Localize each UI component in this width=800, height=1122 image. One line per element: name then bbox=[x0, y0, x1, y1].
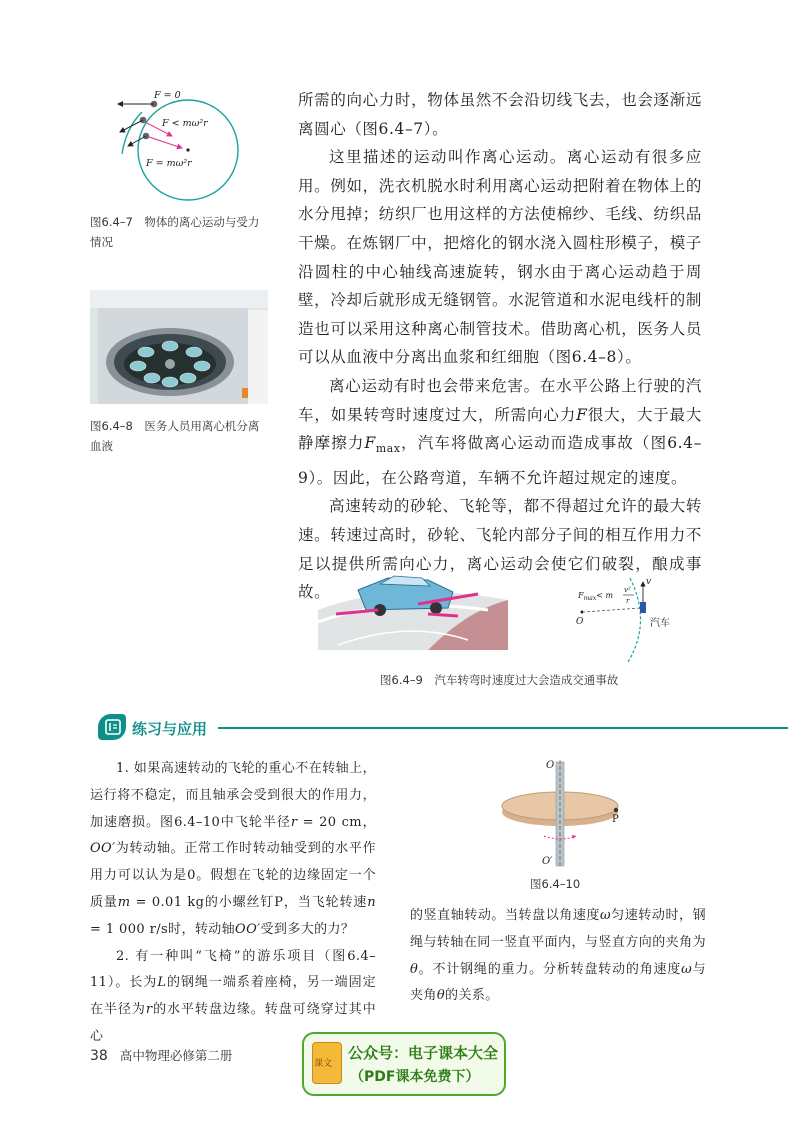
caption-fig-6-4-7: 图6.4–7 物体的离心运动与受力情况 bbox=[90, 215, 260, 249]
watermark-line2: （PDF课本免费下） bbox=[350, 1069, 480, 1085]
center-point bbox=[186, 148, 189, 151]
page-number: 38 bbox=[90, 1048, 108, 1064]
book-title: 高中物理必修第二册 bbox=[119, 1048, 233, 1063]
page-footer bbox=[90, 1046, 232, 1064]
notebook-icon bbox=[104, 718, 122, 736]
label-v: v bbox=[646, 577, 652, 587]
car-marker bbox=[640, 602, 646, 613]
centrifugal-path bbox=[122, 112, 142, 154]
caption-fig-6-4-8: 图6.4–8 医务人员用离心机分离血液 bbox=[90, 419, 260, 453]
figure-6-4-10-flywheel bbox=[490, 756, 640, 872]
label-feq: F = mω²r bbox=[146, 158, 192, 169]
watermark-badge: 课文 bbox=[314, 1059, 333, 1069]
label-o-top: O bbox=[546, 760, 555, 771]
screw-p bbox=[614, 808, 618, 812]
exercise-right-column bbox=[410, 903, 706, 1010]
main-body-text bbox=[298, 86, 702, 607]
paragraph-1: 所需的向心力时，物体虽然不会沿切线飞去，也会逐渐远离圆心（图6.4–7）。 bbox=[298, 91, 702, 138]
figure-6-4-9-diagram bbox=[568, 572, 688, 664]
tangent-arrow-2 bbox=[120, 120, 143, 132]
label-r: r bbox=[626, 597, 630, 605]
paragraph-3: 离心运动有时也会带来危害。在水平公路上行驶的汽车，如果转弯时速度过大，所需向心力F很大，大于最大静摩擦力$F_{max}$，汽车将做离心运动而造成事故（图6.4–9）。因此，在公路弯道，车辆不允许超过规定的速度。 bbox=[298, 376, 703, 487]
label-fmax: $F_{max}< m$ bbox=[578, 591, 614, 602]
tangent-arrow-3 bbox=[128, 136, 146, 146]
caption-fig-6-4-10: 图6.4–10 bbox=[530, 877, 581, 891]
section-title: 练习与应用 bbox=[132, 720, 208, 738]
watermark-banner bbox=[302, 1032, 506, 1096]
label-f0: F = 0 bbox=[154, 90, 181, 101]
label-v2: v² bbox=[624, 586, 631, 594]
label-flt: F < mω²r bbox=[162, 118, 208, 129]
paragraph-2: 这里描述的运动叫作离心运动。离心运动有很多应用。例如，洗衣机脱水时利用离心运动把附着在物体上的水分甩掉；纺织厂也用这样的方法使棉纱、毛线、纺织品干燥。在炼钢厂中，把熔化的钢水浇入圆柱形模子，模子沿圆柱的中心轴线高速旋转，钢水由于离心运动趋于周壁，冷却后就形成无缝钢管。水泥管道和水泥电线杆的制造也可以采用这种离心制管技术。借助离心机，医务人员可以从血液中分离出血浆和红细胞（图6.4–8）。 bbox=[298, 148, 702, 367]
caption-fig-6-4-9: 图6.4–9 汽车转弯时速度过大会造成交通事故 bbox=[380, 673, 619, 687]
exercise-2-part1: 2. 有一种叫“飞椅”的游乐项目（图6.4–11）。长为L的钢绳一端系着座椅，另一端固定在半径为r的水平转盘边缘。转盘可绕穿过其中心 bbox=[90, 948, 376, 1044]
figure-6-4-8-centrifuge-photo bbox=[90, 290, 268, 404]
exercise-2-part2: 的竖直轴转动。当转盘以角速度ω匀速转动时，钢绳与转轴在同一竖直平面内，与竖直方向的夹角为θ。不计钢绳的重力。分析转盘转动的角速度ω与夹角θ的关系。 bbox=[410, 908, 706, 1004]
force-arrow-2 bbox=[149, 137, 182, 148]
label-p: P bbox=[612, 814, 619, 825]
label-o-bottom: O′ bbox=[542, 856, 553, 867]
symbol-Fmax: F bbox=[364, 434, 376, 453]
figure-6-4-7 bbox=[92, 84, 252, 204]
symbol-F: F bbox=[576, 405, 588, 424]
exercise-left-column bbox=[90, 756, 376, 1051]
label-o: O bbox=[576, 617, 584, 627]
exercise-1: 1. 如果高速转动的飞轮的重心不在转轴上，运行将不稳定，而且轴承会受到很大的作用力，加速磨损。图6.4–10中飞轮半径r = 20 cm，OO′为转动轴。正常工作时转动轴受到的水平作用力可以认为是0。假想在飞轮的边缘固定一个质量m = 0.01 kg的小螺丝钉P，当飞轮转速n = 1 000 r/s时，转动轴OO′受到多大的力？ bbox=[90, 761, 376, 937]
section-rule bbox=[218, 727, 788, 729]
section-header bbox=[98, 712, 788, 742]
label-car: 汽车 bbox=[650, 618, 670, 629]
watermark-line1: 公众号：电子课本大全 bbox=[348, 1044, 499, 1062]
paragraph-4: 高速转动的砂轮、飞轮等，都不得超过允许的最大转速。转速过高时，砂轮、飞轮内部分子间的相互作用力不足以提供所需向心力，离心运动会使它们破裂，酿成事故。 bbox=[298, 497, 702, 602]
figure-6-4-9-car-illustration bbox=[318, 570, 508, 650]
